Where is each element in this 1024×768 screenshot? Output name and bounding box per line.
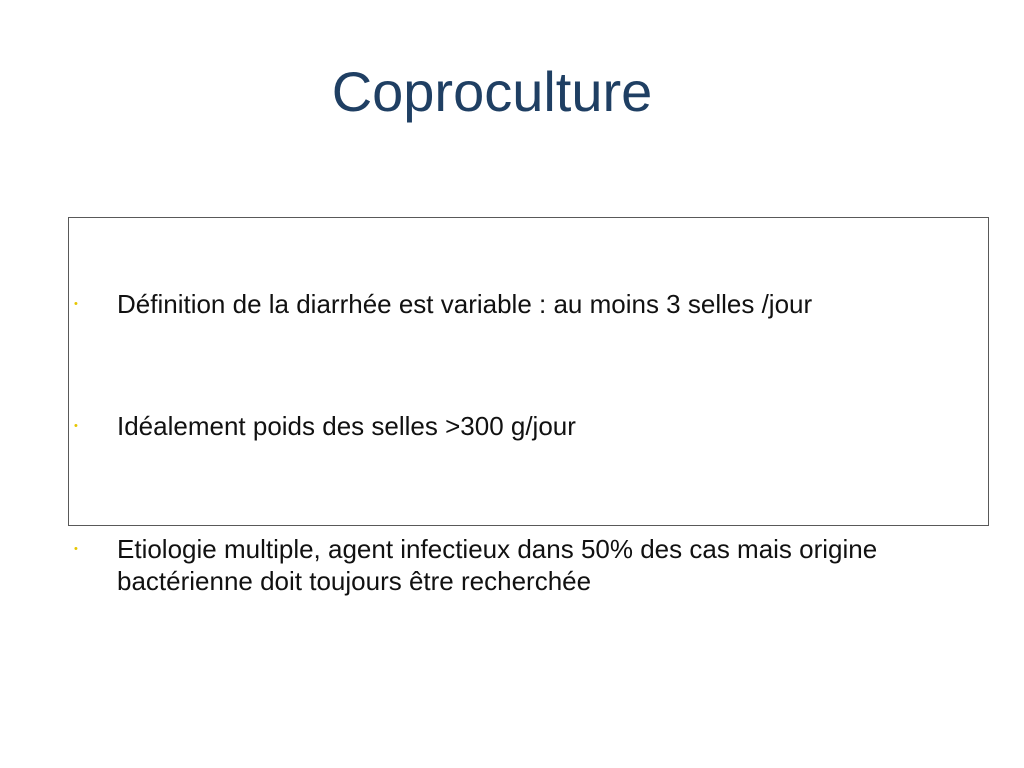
bullet-icon: • bbox=[74, 298, 78, 310]
bullet-icon: • bbox=[74, 543, 78, 555]
bullet-text: Idéalement poids des selles >300 g/jour bbox=[117, 411, 576, 441]
bullet-text: Définition de la diarrhée est variable : au moins 3 selles /jour bbox=[117, 289, 813, 319]
bullet-text: Etiologie multiple, agent infectieux dans 50% des cas mais origine bactérienne doit toujours être recherchée bbox=[117, 534, 878, 596]
content-frame bbox=[68, 217, 989, 526]
bullet-item bbox=[74, 533, 974, 597]
bullet-item bbox=[74, 410, 974, 442]
bullet-item bbox=[74, 288, 974, 320]
slide-title: Coproculture bbox=[331, 60, 653, 123]
bullet-icon: • bbox=[74, 420, 78, 432]
